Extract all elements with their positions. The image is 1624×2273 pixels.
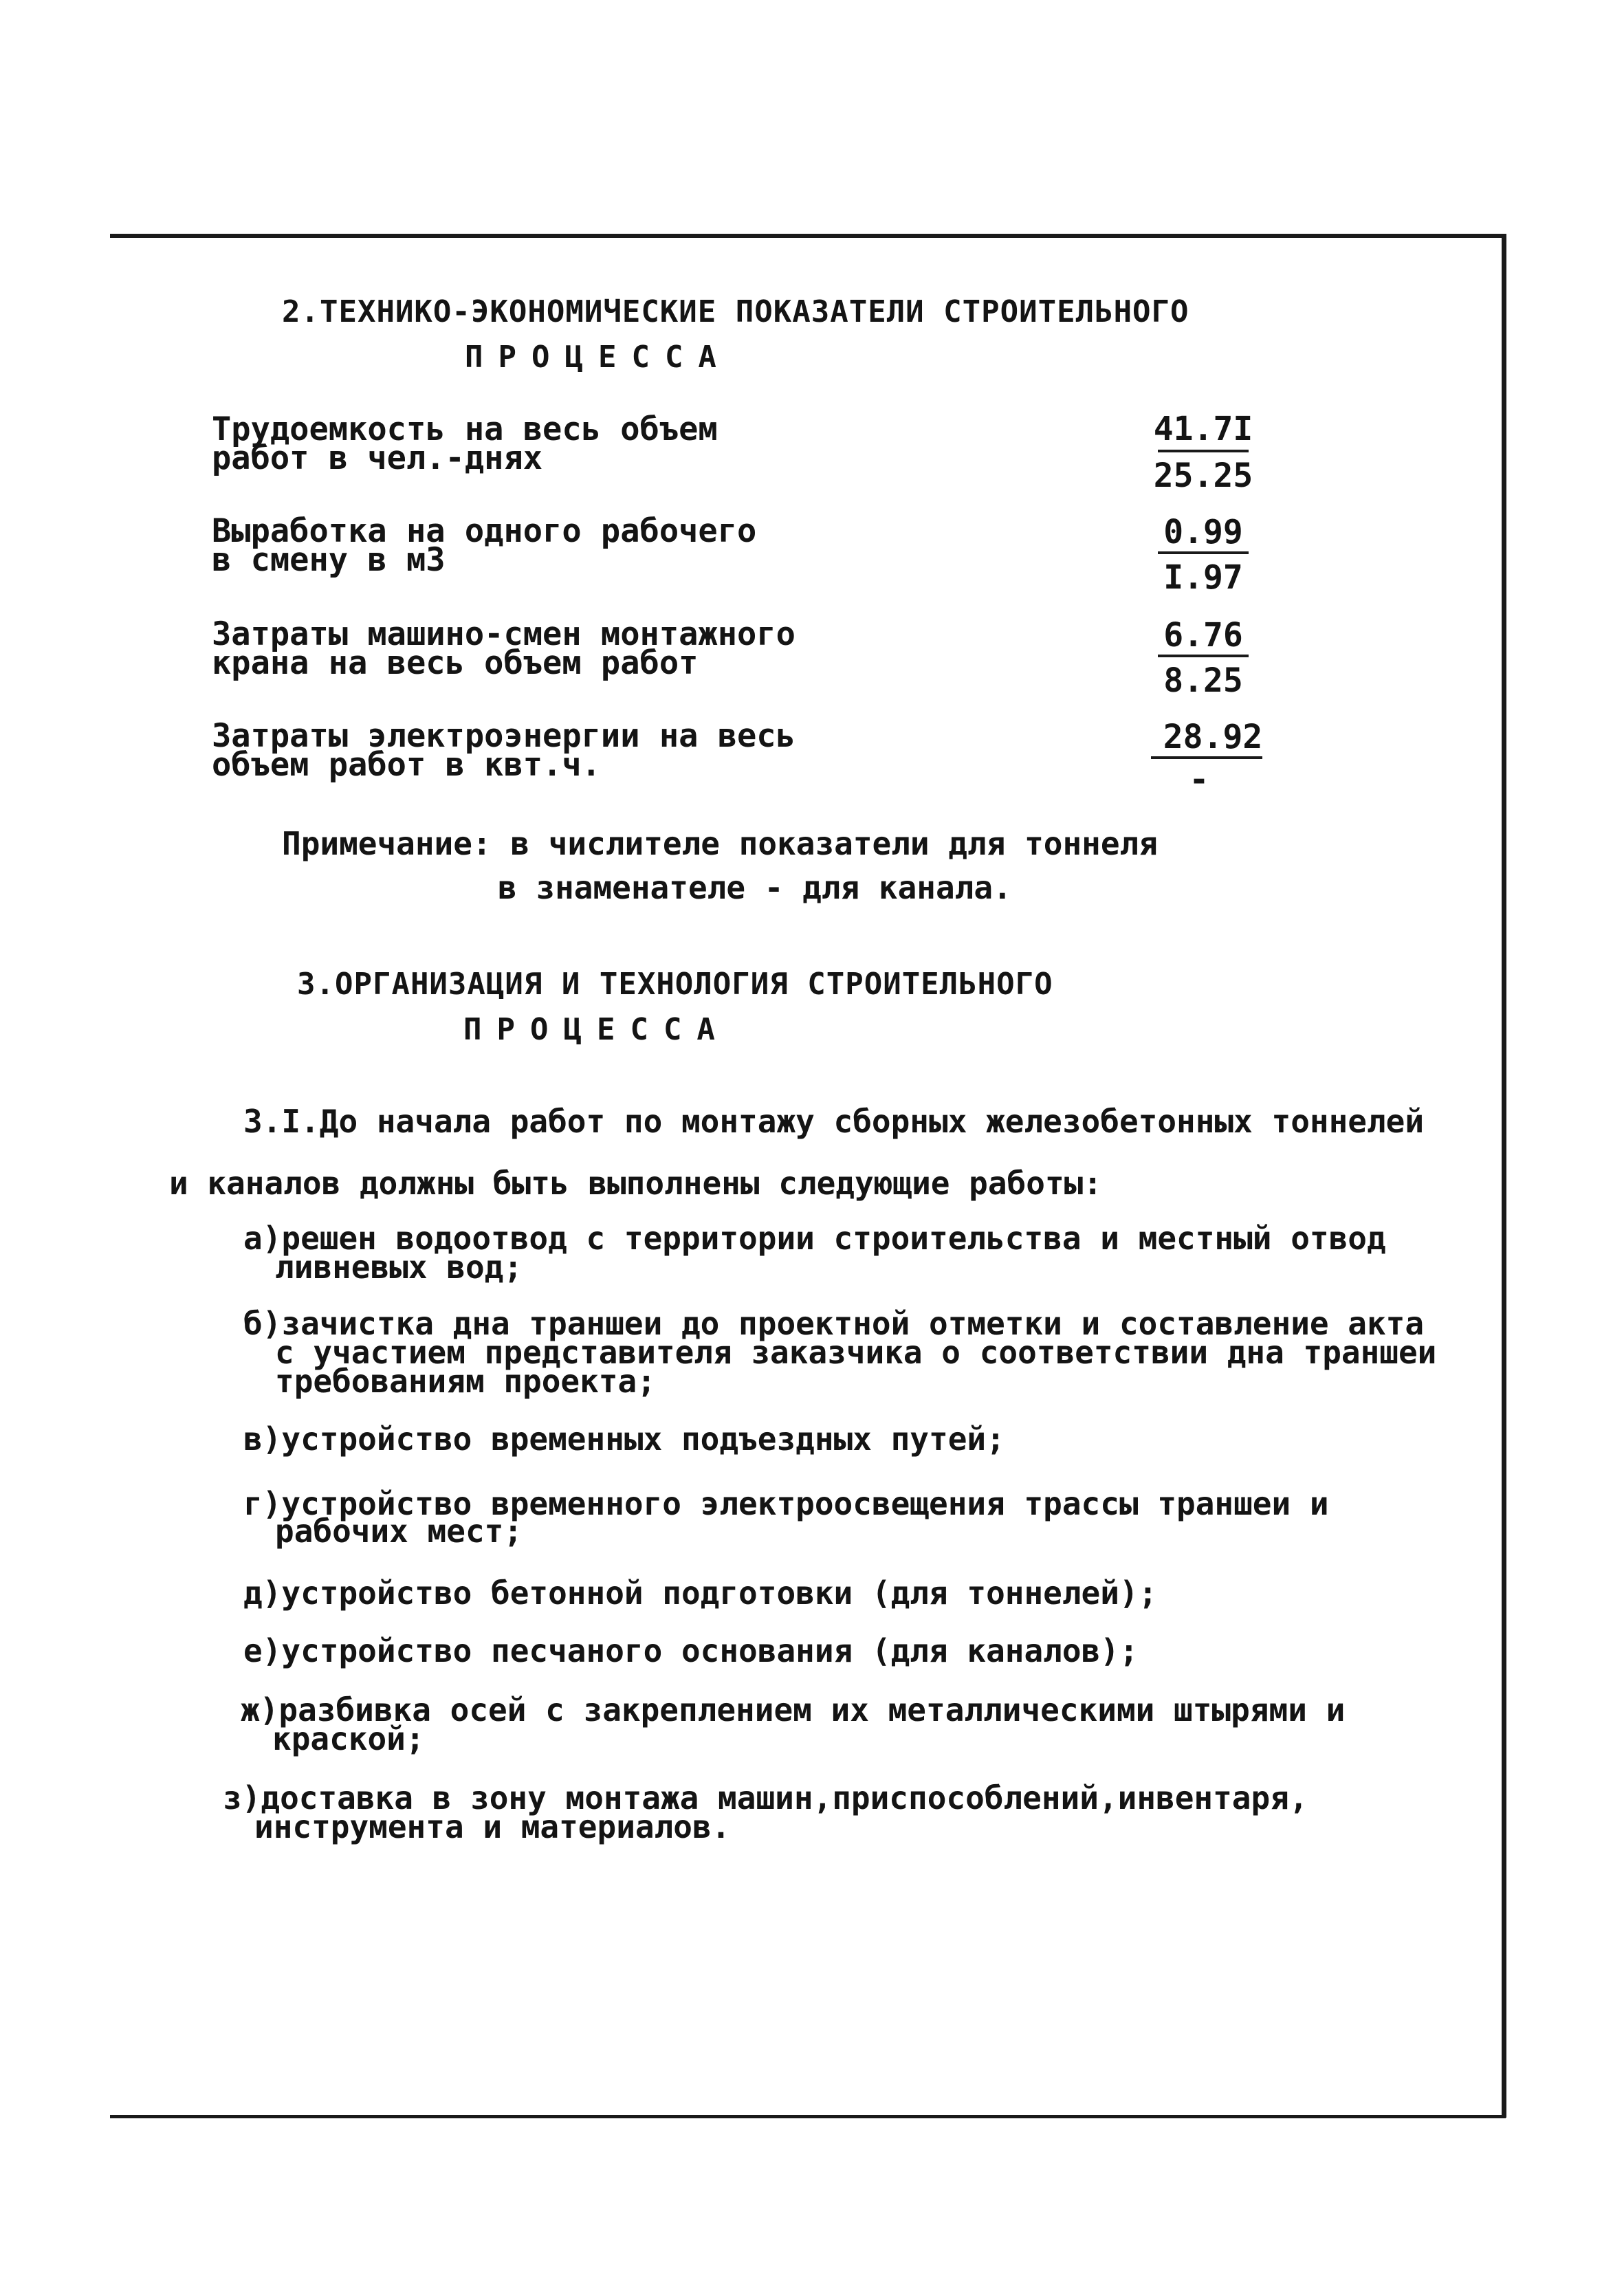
indicator-label: Трудоемкость на весь объем — [212, 410, 718, 448]
list-item: требованиям проекта; — [275, 1363, 656, 1400]
list-item: е)устройство песчаного основания (для каналов); — [243, 1632, 1139, 1669]
paragraph-3-1: 3.I.До начала работ по монтажу сборных железобетонных тоннелей — [243, 1103, 1425, 1140]
indicator-label: объем работ в квт.ч. — [212, 746, 601, 784]
indicator-label: работ в чел.-днях — [212, 439, 543, 477]
indicator-numerator: 0.99 — [1163, 513, 1243, 551]
list-item: ливневых вод; — [275, 1249, 523, 1286]
section2-heading: 2.ТЕХНИКО-ЭКОНОМИЧЕСКИЕ ПОКАЗАТЕЛИ СТРОИТЕЛЬНОГО — [282, 294, 1189, 329]
list-item: г)устройство временного электроосвещения трассы траншеи и — [243, 1485, 1329, 1522]
indicator-denominator: - — [1189, 760, 1209, 799]
list-item: ж)разбивка осей с закреплением их металлическими штырями и — [241, 1691, 1346, 1728]
indicator-label: в смену в м3 — [212, 541, 446, 579]
paragraph-3-1: и каналов должны быть выполнены следующие работы: — [169, 1165, 1103, 1202]
indicator-label: крана на весь объем работ — [212, 644, 699, 682]
list-item: а)решен водоотвод с территории строительства и местный отвод — [243, 1220, 1386, 1257]
note-text: в знаменателе - для канала. — [498, 869, 1012, 906]
section3-heading-process: ПРОЦЕССА — [463, 1012, 730, 1047]
fraction-line — [1151, 756, 1262, 759]
frame-right-border — [1502, 234, 1506, 2118]
list-item: инструмента и материалов. — [254, 1808, 731, 1845]
indicator-denominator: 8.25 — [1163, 661, 1243, 700]
section2-heading-process: ПРОЦЕССА — [465, 340, 732, 375]
frame-top-border — [110, 234, 1506, 238]
indicator-numerator: 6.76 — [1163, 616, 1243, 655]
list-item: с участием представителя заказчика о соответствии дна траншеи — [275, 1334, 1437, 1371]
indicator-label: Выработка на одного рабочего — [212, 512, 757, 550]
list-item: краской; — [272, 1720, 425, 1757]
list-item: в)устройство временных подъездных путей; — [243, 1420, 1005, 1458]
fraction-line — [1158, 551, 1249, 554]
indicator-label: Затраты электроэнергии на весь — [212, 717, 795, 755]
indicator-denominator: I.97 — [1163, 558, 1243, 597]
list-item: д)устройство бетонной подготовки (для тоннелей); — [243, 1574, 1158, 1612]
frame-bottom-border — [110, 2115, 1506, 2118]
list-item: б)зачистка дна траншеи до проектной отметки и составление акта — [243, 1305, 1425, 1342]
indicator-denominator: 25.25 — [1153, 457, 1253, 495]
list-item: рабочих мест; — [275, 1513, 523, 1550]
indicator-numerator: 41.7I — [1153, 410, 1253, 448]
fraction-line — [1158, 450, 1249, 452]
list-item: з)доставка в зону монтажа машин,приспособлений,инвентаря, — [223, 1779, 1308, 1816]
indicator-numerator: 28.92 — [1163, 718, 1263, 756]
fraction-line — [1158, 655, 1249, 657]
indicator-label: Затраты машино-смен монтажного — [212, 615, 795, 653]
note-text: Примечание: в числителе показатели для тоннеля — [282, 825, 1158, 862]
section3-heading: 3.ОРГАНИЗАЦИЯ И ТЕХНОЛОГИЯ СТРОИТЕЛЬНОГО — [297, 967, 1053, 1002]
